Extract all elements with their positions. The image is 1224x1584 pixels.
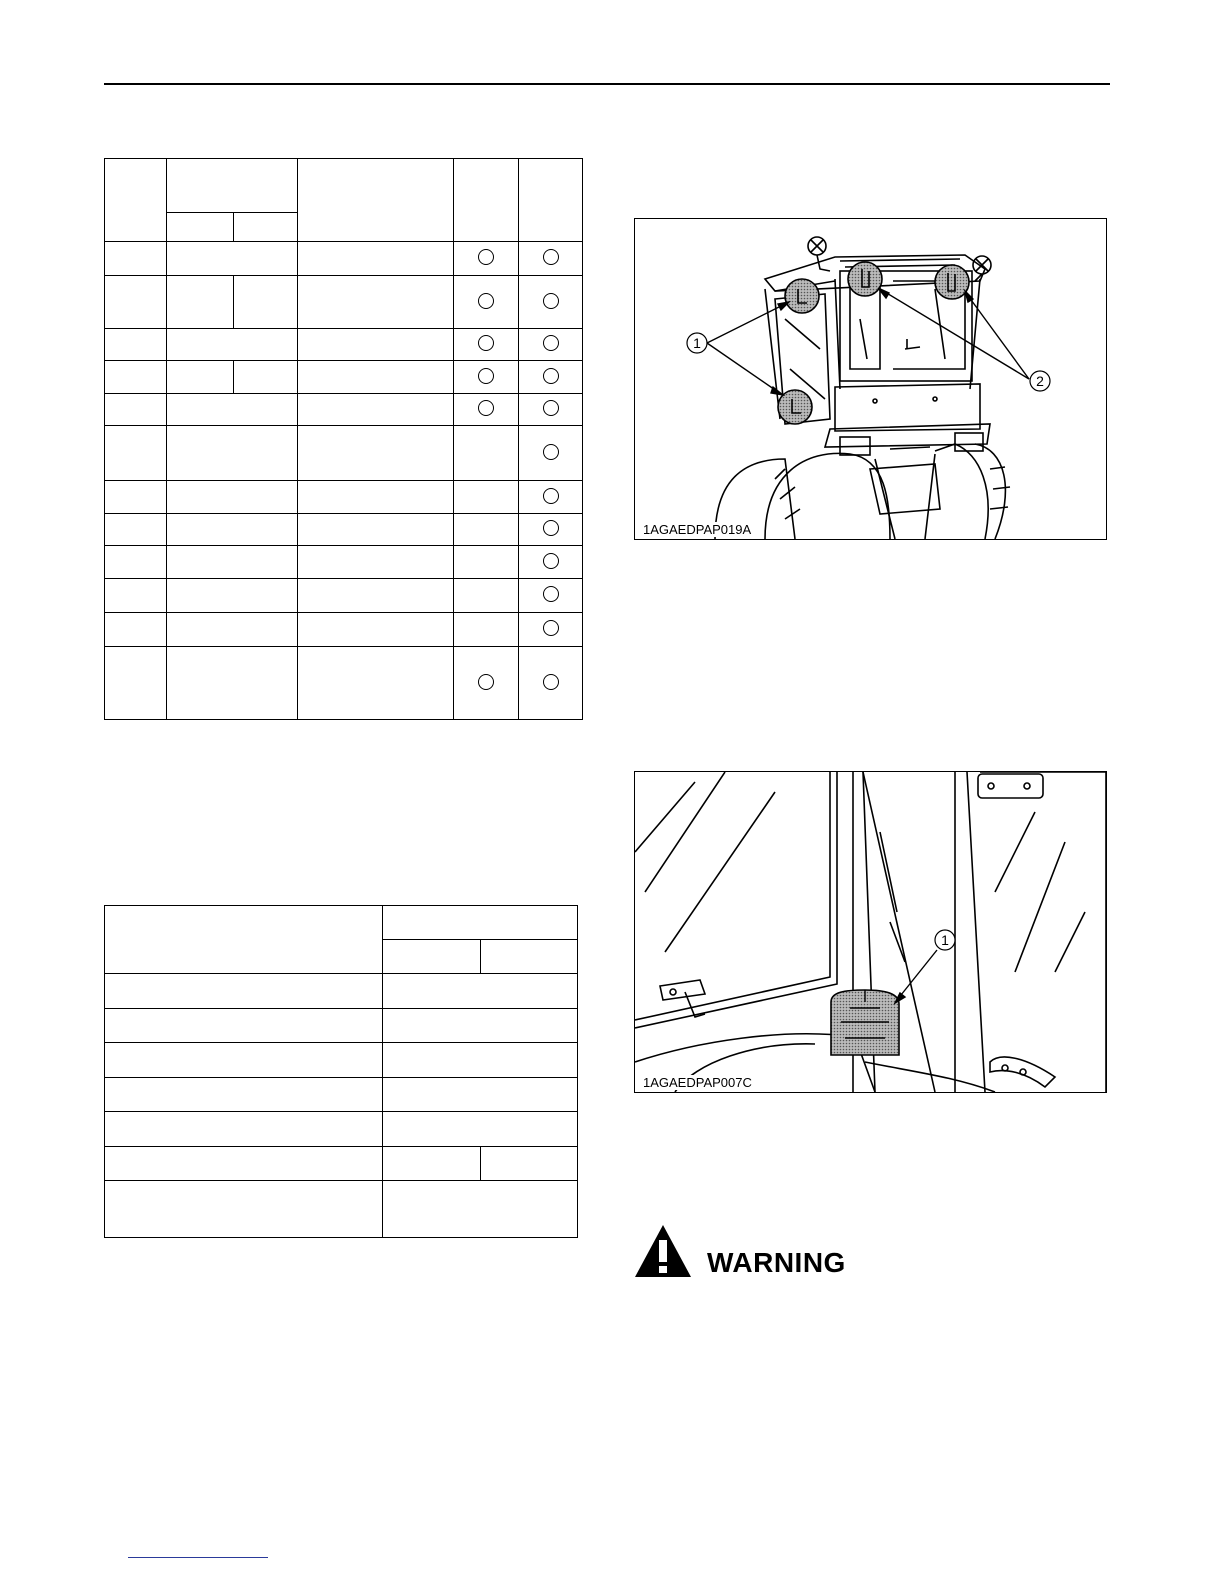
table-cell — [167, 213, 234, 242]
specification-table — [104, 905, 578, 1238]
table-cell — [454, 159, 519, 242]
table-row — [105, 514, 583, 546]
maintenance-schedule-table — [104, 158, 583, 720]
circle-mark-icon — [543, 586, 559, 602]
warning-label: WARNING — [707, 1247, 846, 1278]
callout-1: 1 — [693, 335, 701, 351]
table-row — [105, 546, 583, 579]
figure-code: 1AGAEDPAP007C — [643, 1075, 752, 1090]
circle-mark-icon — [478, 400, 494, 416]
table-cell — [167, 159, 298, 213]
table-row — [105, 1147, 578, 1181]
circle-mark-icon — [543, 249, 559, 265]
warning-heading — [633, 1223, 893, 1279]
table-row — [105, 1078, 578, 1112]
table-row — [105, 579, 583, 613]
table-row — [105, 426, 583, 481]
table-row — [105, 242, 583, 276]
table-row — [105, 1043, 578, 1078]
table-row — [105, 481, 583, 514]
cab-rear-illustration — [635, 219, 1106, 539]
circle-mark-icon — [543, 553, 559, 569]
table-cell — [105, 906, 383, 974]
table-row — [105, 974, 578, 1009]
table-row — [105, 1181, 578, 1238]
table-row — [105, 1112, 578, 1147]
circle-mark-icon — [543, 293, 559, 309]
table-row — [105, 276, 583, 329]
table-row — [105, 1009, 578, 1043]
table-row — [105, 647, 583, 720]
table-row — [105, 613, 583, 647]
table-cell — [383, 906, 578, 940]
circle-mark-icon — [543, 520, 559, 536]
callout-2: 2 — [1036, 373, 1044, 389]
circle-mark-icon — [478, 368, 494, 384]
callout-1: 1 — [941, 932, 949, 948]
table-row — [105, 329, 583, 361]
circle-mark-icon — [543, 674, 559, 690]
footer-link-underline — [128, 1557, 268, 1558]
figure-washer-tank — [634, 771, 1107, 1093]
circle-mark-icon — [478, 249, 494, 265]
circle-mark-icon — [478, 335, 494, 351]
circle-mark-icon — [543, 620, 559, 636]
circle-mark-icon — [543, 488, 559, 504]
figure-code: 1AGAEDPAP019A — [643, 522, 752, 537]
circle-mark-icon — [478, 293, 494, 309]
circle-mark-icon — [543, 368, 559, 384]
circle-mark-icon — [543, 400, 559, 416]
table-row — [105, 361, 583, 394]
table-cell — [383, 940, 481, 974]
warning-triangle-icon — [633, 1223, 693, 1279]
table-cell — [105, 159, 167, 242]
circle-mark-icon — [478, 674, 494, 690]
table-row — [105, 394, 583, 426]
table-cell — [519, 159, 583, 242]
table-cell — [298, 159, 454, 242]
cab-interior-illustration — [635, 772, 1106, 1092]
header-rule — [104, 83, 1110, 85]
figure-cab-rear-lights — [634, 218, 1107, 540]
table-cell — [481, 940, 578, 974]
table-cell — [234, 213, 298, 242]
circle-mark-icon — [543, 444, 559, 460]
circle-mark-icon — [543, 335, 559, 351]
